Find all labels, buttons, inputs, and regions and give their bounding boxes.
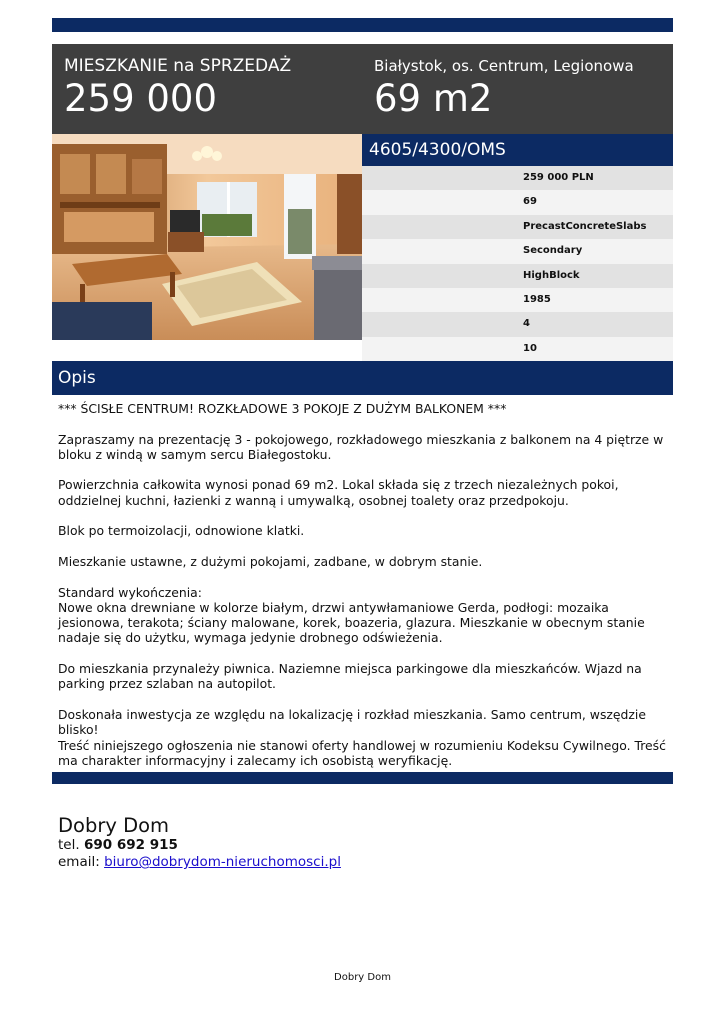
detail-year-built: 1985 <box>362 288 673 312</box>
disclaimer: Treść niniejszego ogłoszenia nie stanowi oferty handlowej w rozumieniu Kodeksu Cywilnego. Treść ma charakter informacyjny i zalecamy ich osobistą weryfikację. <box>58 737 666 768</box>
description-paragraph: Do mieszkania przynależy piwnica. Naziemne miejsca parkingowe dla mieszkańców. Wjazd na parking przez szlaban na autopilot. <box>58 661 642 692</box>
location: Białystok, os. Centrum, Legionowa <box>374 57 634 75</box>
bottom-accent-bar <box>52 772 673 784</box>
detail-floor: 4 <box>362 312 673 336</box>
apartment-photo <box>52 134 362 340</box>
phone-label: tel. <box>58 837 80 853</box>
footer-text: Dobry Dom <box>334 972 391 983</box>
details-table <box>362 166 673 363</box>
description-body <box>58 401 668 768</box>
description-paragraph: Nowe okna drewniane w kolorze białym, drzwi antywłamaniowe Gerda, podłogi: mozaika jesionowa, terakota; ściany malowane, korek, boazeria, glazura. Mieszkanie w obecnym stanie nadaje się do użytku, wymaga jedynie drobnego odświeżenia. <box>58 599 645 646</box>
contact-block <box>58 815 341 871</box>
top-accent-bar <box>52 18 673 32</box>
detail-building-material: PrecastConcreteSlabs <box>362 215 673 239</box>
header-left <box>64 56 291 120</box>
email-label: email: <box>58 854 100 870</box>
phone-number[interactable]: 690 692 915 <box>83 837 178 853</box>
description-paragraph: Powierzchnia całkowita wynosi ponad 69 m2. Lokal składa się z trzech niezależnych pokoi, oddzielnej kuchni, łazienki z wanną i umywalką, osobnej toalety oraz przedpokoju. <box>58 477 619 508</box>
description-paragraph: Blok po termoizolacji, odnowione klatki. <box>58 523 305 539</box>
area-headline: 69 m2 <box>374 77 493 120</box>
description-paragraph: Mieszkanie ustawne, z dużymi pokojami, zadbane, w dobrym stanie. <box>58 553 483 569</box>
detail-market: Secondary <box>362 239 673 263</box>
agency-name: Dobry Dom <box>58 814 170 837</box>
description-paragraph: Doskonała inwestycja ze względu na lokalizację i rozkład mieszkania. Samo centrum, wszędzie blisko! <box>58 706 646 738</box>
detail-building-type: HighBlock <box>362 264 673 288</box>
header-right <box>374 56 634 120</box>
description-heading: Opis <box>52 361 673 395</box>
email-link[interactable]: biuro@dobrydom-nieruchomosci.pl <box>104 854 341 870</box>
reference-number: 4605/4300/OMS <box>362 134 673 166</box>
price-headline: 259 000 <box>64 77 218 120</box>
offer-type: MIESZKANIE na SPRZEDAŻ <box>64 56 292 76</box>
listing-header <box>52 44 673 134</box>
detail-price: 259 000 PLN <box>362 166 673 190</box>
description-paragraph: Standard wykończenia: <box>58 584 202 600</box>
description-paragraph: Zapraszamy na prezentację 3 - pokojowego, rozkładowego mieszkania z balkonem na 4 piętrze w bloku z windą w samym sercu Białegostoku. <box>58 431 664 462</box>
detail-floors-total: 10 <box>362 337 673 363</box>
email-line <box>58 854 341 871</box>
detail-area: 69 <box>362 190 673 214</box>
description-headline: *** ŚCISŁE CENTRUM! ROZKŁADOWE 3 POKOJE Z DUŻYM BALKONEM *** <box>58 401 507 416</box>
phone-line <box>58 837 341 854</box>
